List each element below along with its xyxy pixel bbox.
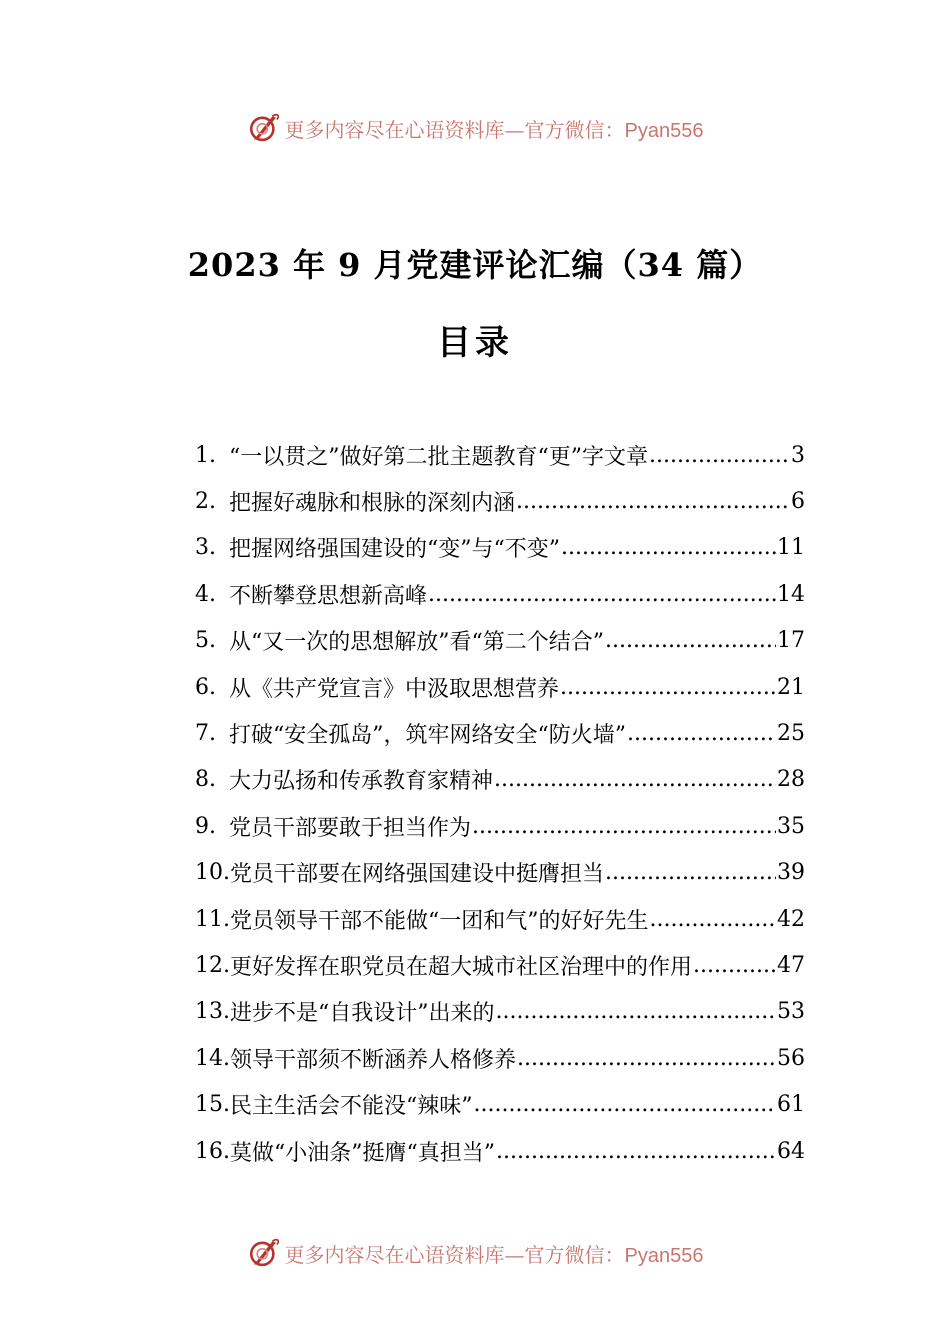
document-title: 2023 年 9 月党建评论汇编（34 篇） (187, 246, 763, 284)
toc-entry-number: 13. (195, 999, 230, 1025)
toc-entry-title: 把握网络强国建设的“变”与“不变” (229, 537, 560, 563)
toc-entry-page: 56 (777, 1045, 805, 1071)
toc-entry-title: 进步不是“自我设计”出来的 (230, 1001, 495, 1027)
toc-entry-title: 党员干部要敢于担当作为 (229, 815, 472, 841)
toc-entry-page: 3 (791, 442, 805, 468)
footer-banner (0, 1233, 950, 1273)
toc-entry-page: 64 (777, 1138, 805, 1164)
toc-leader-dots (693, 953, 776, 978)
quill-logo-icon (247, 111, 281, 145)
toc-entry-page: 11 (777, 535, 805, 561)
toc-entry-title: 民主生活会不能没“辣味” (230, 1094, 473, 1120)
toc-entry[interactable] (195, 1035, 805, 1081)
table-of-contents (195, 432, 805, 1174)
toc-entry-number: 9. (195, 813, 216, 839)
toc-entry-number: 5. (195, 628, 216, 654)
toc-entry-page: 17 (777, 628, 805, 654)
toc-leader-dots (649, 443, 790, 468)
toc-entry[interactable] (195, 989, 805, 1035)
toc-entry-number: 1. (195, 442, 216, 468)
toc-entry-title: 从“又一次的思想解放”看“第二个结合” (229, 630, 604, 656)
toc-leader-dots (650, 907, 777, 932)
toc-entry-title: 大力弘扬和传承教育家精神 (229, 769, 494, 795)
toc-entry-page: 25 (777, 721, 805, 747)
toc-entry[interactable] (195, 896, 805, 942)
toc-entry-number: 8. (195, 767, 216, 793)
quill-logo-icon (247, 1236, 281, 1270)
toc-leader-dots (494, 767, 776, 792)
toc-leader-dots (516, 489, 790, 514)
toc-entry-number: 15. (195, 1092, 230, 1118)
toc-heading: 目录 (437, 323, 513, 363)
toc-entry[interactable] (195, 757, 805, 803)
toc-entry-page: 47 (777, 952, 805, 978)
toc-entry-title: 莫做“小油条”挺膺“真担当” (230, 1140, 495, 1166)
header-banner (0, 108, 950, 148)
toc-leader-dots (560, 675, 776, 700)
toc-entry-page: 28 (777, 767, 805, 793)
toc-entry-page: 61 (777, 1092, 805, 1118)
toc-entry-number: 3. (195, 535, 216, 561)
toc-entry[interactable] (195, 850, 805, 896)
toc-entry-number: 2. (195, 489, 216, 515)
toc-entry[interactable] (195, 525, 805, 571)
toc-leader-dots (428, 582, 776, 607)
toc-entry-title: 领导干部须不断涵养人格修养 (230, 1047, 517, 1073)
toc-leader-dots (472, 814, 776, 839)
toc-entry-number: 6. (195, 674, 216, 700)
toc-entry[interactable] (195, 942, 805, 988)
toc-entry-page: 53 (777, 999, 805, 1025)
wechat-id: Pyan556 (624, 119, 704, 142)
toc-entry[interactable] (195, 571, 805, 617)
toc-entry-title: 打破“安全孤岛”，筑牢网络安全“防火墙” (229, 723, 626, 749)
wechat-id: Pyan556 (624, 1244, 704, 1267)
toc-entry[interactable] (195, 478, 805, 524)
toc-leader-dots (496, 1139, 776, 1164)
toc-entry-number: 14. (195, 1045, 230, 1071)
toc-entry-title: 更好发挥在职党员在超大城市社区治理中的作用 (230, 954, 693, 980)
toc-entry-page: 21 (777, 674, 805, 700)
toc-entry-title: 党员领导干部不能做“一团和气”的好好先生 (230, 908, 649, 934)
toc-leader-dots (517, 1046, 776, 1071)
toc-entry-title: 不断攀登思想新高峰 (229, 583, 428, 609)
toc-leader-dots (561, 535, 776, 560)
toc-entry-page: 35 (777, 813, 805, 839)
toc-entry-page: 6 (791, 489, 805, 515)
banner-text: 更多内容尽在心语资料库—官方微信：Pyan556 (284, 1242, 704, 1267)
toc-entry-page: 39 (777, 860, 805, 886)
toc-entry-number: 16. (195, 1138, 230, 1164)
toc-entry[interactable] (195, 1128, 805, 1174)
toc-entry-title: 从《共产党宣言》中汲取思想营养 (229, 676, 560, 702)
toc-entry[interactable] (195, 803, 805, 849)
toc-entry-page: 14 (777, 581, 805, 607)
toc-leader-dots (627, 721, 776, 746)
toc-entry-title: 党员干部要在网络强国建设中挺膺担当 (230, 862, 605, 888)
banner-text: 更多内容尽在心语资料库—官方微信：Pyan556 (284, 117, 704, 142)
toc-entry-number: 4. (195, 581, 216, 607)
toc-entry-number: 12. (195, 952, 230, 978)
toc-entry-page: 42 (777, 906, 805, 932)
toc-entry[interactable] (195, 618, 805, 664)
toc-entry[interactable] (195, 432, 805, 478)
toc-leader-dots (605, 860, 776, 885)
toc-leader-dots (474, 1092, 777, 1117)
toc-leader-dots (496, 999, 777, 1024)
toc-entry[interactable] (195, 664, 805, 710)
toc-entry[interactable] (195, 1081, 805, 1127)
toc-entry[interactable] (195, 710, 805, 756)
toc-entry-title: 把握好魂脉和根脉的深刻内涵 (229, 491, 516, 517)
toc-entry-number: 11. (195, 906, 230, 932)
toc-leader-dots (605, 628, 776, 653)
toc-entry-number: 7. (195, 721, 216, 747)
toc-entry-title: “一以贯之”做好第二批主题教育“更”字文章 (229, 444, 648, 470)
toc-entry-number: 10. (195, 860, 230, 886)
